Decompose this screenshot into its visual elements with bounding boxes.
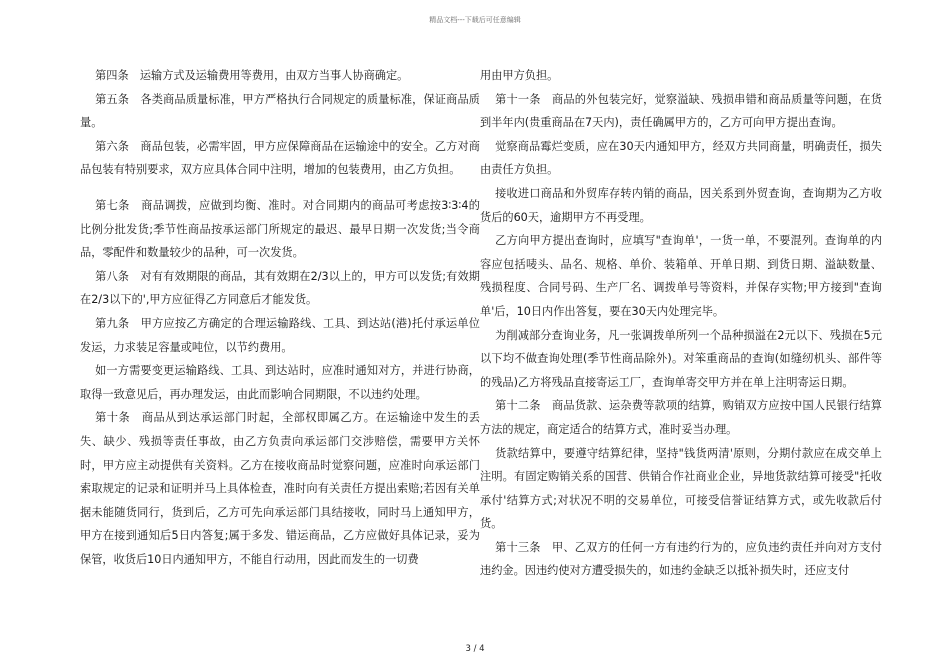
paragraph: 第六条 商品包装，必需牢固，甲方应保障商品在运输途中的安全。乙方对商品包装有特别要求，双方应具体合同中注明，增加的包装费用，由乙方负担。: [80, 139, 480, 177]
paragraph: 接收进口商品和外贸库存转内销的商品，因关系到外贸查询，查询期为乙方收货后的60天，逾期甲方不再受理。: [480, 186, 882, 224]
paragraph: 第七条 商品调拨，应做到均衡、准时。对合同期内的商品可考虑按3∶3∶4的比例分批发货;季节性商品按承运部门所规定的最迟、最早日期一次发货;当令商品，零配件和数量较少的品种，可一次发货。: [80, 198, 480, 260]
paragraph: 乙方向甲方提出查询时，应填写"查询单'，一货一单，不要混列。查询单的内容应包括唛头、品名、规格、单价、装箱单、开单日期、到货日期、溢缺数量、残损程度、合同号码、生产厂名、调拨单号等资料，并保存实物;甲方接到"查询单'后，10日内作出答复，要在30天内处理完毕。: [480, 234, 882, 318]
left-column: [80, 64, 480, 571]
page-number: 3 / 4: [465, 644, 485, 654]
paragraph: 货款结算中，要遵守结算纪律，坚持"钱货两清'原则，分期付款应在成交单上注明。有固定购销关系的国营、供销合作社商业企业，异地货款结算可接受"托收承付'结算方式;对状况不明的交易单位，可接受信誉证结算方式，或先收款后付货。: [480, 446, 882, 531]
right-column: [480, 64, 882, 583]
paragraph: 第十二条 商品货款、运杂费等款项的结算，购销双方应按中国人民银行结算方法的规定，商定适合的结算方式，准时妥当办理。: [480, 399, 882, 436]
paragraph: 如一方需要变更运输路线、工具、到达站时，应准时通知对方，并进行协商，取得一致意见后，再办理发运，由此而影响合同期限，不以违约处理。: [80, 364, 480, 401]
paragraph: 用由甲方负担。: [480, 69, 559, 82]
paragraph: 第十一条 商品的外包装完好，觉察溢缺、残损串错和商品质量等问题，在货到半年内(贵重商品在7天内)，责任确属甲方的，乙方可向甲方提出查询。: [480, 92, 882, 130]
paragraph: 第四条 运输方式及运输费用等费用，由双方当事人协商确定。: [95, 69, 409, 82]
paragraph: 为削减部分查询业务，凡一张调拨单所列一个品种损溢在2元以下、残损在5元以下均不做查询处理(季节性商品除外)。对笨重商品的查询(如缝纫机头、部件等的残品)乙方将残品直接寄运工厂，查询单寄交甲方并在单上注明寄运日期。: [480, 328, 882, 389]
paragraph: 第五条 各类商品质量标准，甲方严格执行合同规定的质量标准，保证商品质量。: [80, 92, 480, 130]
page-header: 精品文档---下载后可任意编辑: [429, 16, 521, 24]
paragraph: 第八条 对有有效期限的商品，其有效期在2/3以上的，甲方可以发货;有效期在2/3以下的',甲方应征得乙方同意后才能发货。: [80, 269, 480, 307]
paragraph: 觉察商品霉烂变质，应在30天内通知甲方，经双方共同商量，明确责任，损失由责任方负担。: [480, 139, 882, 177]
paragraph: 第十条 商品从到达承运部门时起，全部权即属乙方。在运输途中发生的丢失、缺少、残损等责任事故，由乙方负责向承运部门交涉赔偿，需要甲方关怀时，甲方应主动提供有关资料。乙方在接收商品时觉察问题，应准时向承运部门索取规定的记录和证明并马上具体检查，准时向有关责任方提出索赔;若因有关单据未能随货同行，货到后，乙方可先向承运部门具结接收，同时马上通知甲方，甲方在接到通知后5日内答复;属于多发、错运商品，乙方应做好具体记录，妥为保管，收货后10日内通知甲方，不能自行动用，因此而发生的一切费: [80, 411, 480, 566]
paragraph: 第九条 甲方应按乙方确定的合理运输路线、工具、到达站(港)托付承运单位发运，力求装足容量或吨位，以节约费用。: [80, 316, 480, 354]
paragraph: 第十三条 甲、乙双方的任何一方有违约行为的，应负违约责任并向对方支付违约金。因违约使对方遭受损失的，如违约金缺乏以抵补损失时，还应支付: [480, 540, 882, 578]
